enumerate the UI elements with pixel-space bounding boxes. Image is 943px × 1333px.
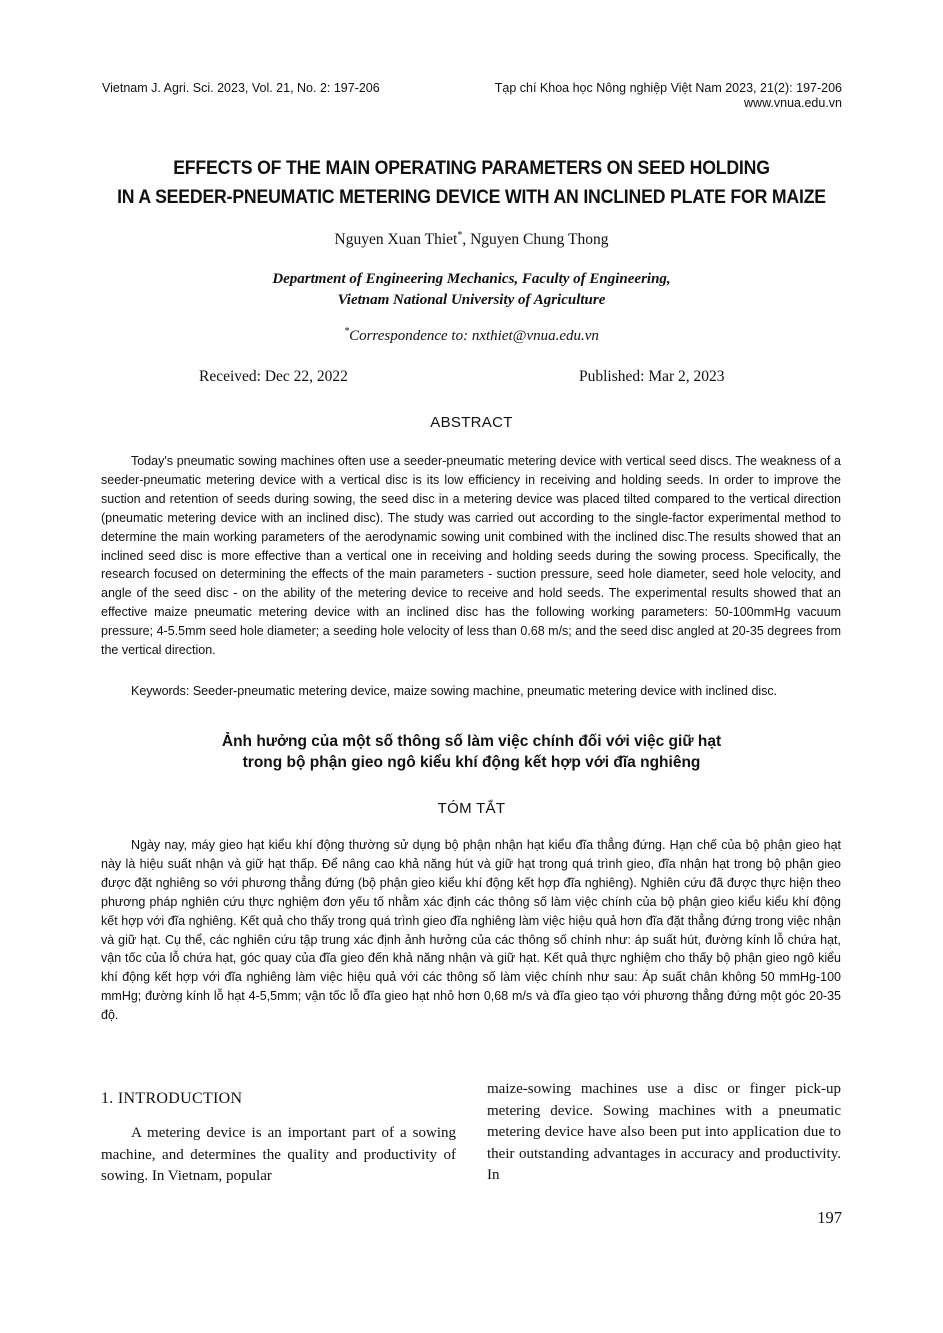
author-list [0, 230, 943, 249]
paper-title [89, 154, 854, 212]
journal-citation-vietnamese [495, 81, 842, 111]
received-date: Received: Dec 22, 2022 [199, 368, 348, 385]
correspondence [0, 326, 943, 345]
affiliation [0, 269, 943, 311]
vietnamese-title-line-2: trong bộ phận gieo ngô kiểu khí động kết hợp với đĩa nghiêng [242, 754, 701, 771]
introduction-heading: 1. INTRODUCTION [101, 1090, 243, 1107]
introduction-left-column: A metering device is an important part of a sowing machine, and determines the quality and productivity of sowing. In Vietnam, popular [101, 1125, 456, 1185]
journal-citation-vietnamese-line: Tạp chí Khoa học Nông nghiệp Việt Nam 2023, 21(2): 197-206 [494, 81, 842, 95]
affiliation-line-1: Department of Engineering Mechanics, Faculty of Engineering, [272, 271, 671, 287]
author-1: Nguyen Xuan Thiet [334, 231, 458, 249]
vietnamese-title-line-1: Ảnh hưởng của một số thông số làm việc chính đối với việc giữ hạt [221, 733, 722, 750]
paper-title-line-1: EFFECTS OF THE MAIN OPERATING PARAMETERS ON SEED HOLDING [173, 158, 770, 179]
introduction-right-column: maize-sowing machines use a disc or finger pick-up metering device. Sowing machines with a pneumatic metering device have also been put into application due to their outstanding advantages in accuracy and productivity. In [487, 1081, 841, 1184]
vietnamese-abstract-heading: TÓM TẮT [437, 800, 506, 817]
author-2: , Nguyen Chung Thong [462, 231, 609, 249]
paper-title-line-2: IN A SEEDER-PNEUMATIC METERING DEVICE WITH AN INCLINED PLATE FOR MAIZE [117, 187, 826, 208]
correspondence-text: Correspondence to: nxthiet@vnua.edu.vn [349, 328, 599, 344]
abstract-heading: ABSTRACT [430, 414, 513, 431]
keywords: Keywords: Seeder-pneumatic metering device, maize sowing machine, pneumatic metering device with inclined disc. [131, 684, 778, 698]
journal-citation-english: Vietnam J. Agri. Sci. 2023, Vol. 21, No. 2: 197-206 [102, 81, 380, 95]
vietnamese-title [0, 731, 943, 773]
vietnamese-abstract-body: Ngày nay, máy gieo hạt kiểu khí động thường sử dụng bộ phận nhận hạt kiểu đĩa thẳng đứng. Hạn chế của bộ phận gieo hạt này là hiệu suất nhận và giữ hạt thấp. Để nâng cao khả năng hút và giữ hạt trong quá trình gieo, đĩa nhận hạt trong bộ phận gieo được đặt nghiêng so với phương thẳng đứng (bộ phận gieo kiểu khí động kết hợp đĩa nghiêng). Nghiên cứu đã được thực hiện theo phương pháp nghiên cứu thực nghiệm đơn yếu tố nhằm xác định các thông số làm việc chính của bộ phận gieo kiểu kiểu khí động kết hợp với đĩa nghiêng. Kết quả cho thấy trong quá trình gieo đĩa nghiêng làm việc hiệu quả hơn đĩa đặt thẳng đứng trong việc nhận và giữ hạt. Cụ thể, các nghiên cứu tập trung xác định ảnh hưởng của các thông số chính như: áp suất hút, đường kính lỗ chứa hạt, vận tốc của lỗ chứa hạt, góc quay của đĩa gieo đến khả năng nhận và giữ hạt. Kết quả thực nghiệm cho thấy bộ phận gieo ngô kiểu khí động kết hợp với đĩa nghiêng làm việc hiệu quả với các thông số làm việc chính như sau: Áp suất chân không 50 mmHg-100 mmHg; đường kính lỗ hạt 4-5,5mm; vận tốc lỗ đĩa gieo hạt nhỏ hơn 0,68 m/s và đĩa gieo tạo với phương thẳng đứng một góc 20-35 độ. [101, 838, 841, 1023]
affiliation-line-2: Vietnam National University of Agriculture [337, 292, 606, 308]
abstract-body: Today's pneumatic sowing machines often use a seeder-pneumatic metering device with vertical seed discs. The weakness of a seeder-pneumatic metering device with a vertical disc is its low efficiency in receiving and holding seeds. In order to improve the suction and retention of seeds during sowing, the seed disc in a metering device was placed tilted compared to the vertical direction (pneumatic metering device with an inclined disc). The study was carried out according to the single-factor experimental method to determine the main working parameters of the aerodynamic sowing unit combined with the inclined disc.The results showed that an inclined seed disc is more effective than a vertical one in receiving and holding seeds during the sowing process. Specifically, the research focused on determining the effects of the main parameters - suction pressure, seed hole diameter, seed hole velocity, and angle of the seed disc - on the ability of the metering device to receive and hold seeds. The experimental results showed that an effective maize pneumatic metering device with an inclined disc has the following working parameters: 50-100mmHg vacuum pressure; 4-5.5mm seed hole diameter; a seeding hole velocity of less than 0.68 m/s; and the seed disc angled at 20-35 degrees from the vertical direction. [101, 454, 841, 658]
corresponding-author-mark: * [457, 230, 463, 241]
published-date: Published: Mar 2, 2023 [579, 368, 725, 385]
page-number: 197 [817, 1208, 842, 1227]
correspondence-mark: * [344, 326, 350, 337]
journal-website: www.vnua.edu.vn [744, 96, 842, 110]
